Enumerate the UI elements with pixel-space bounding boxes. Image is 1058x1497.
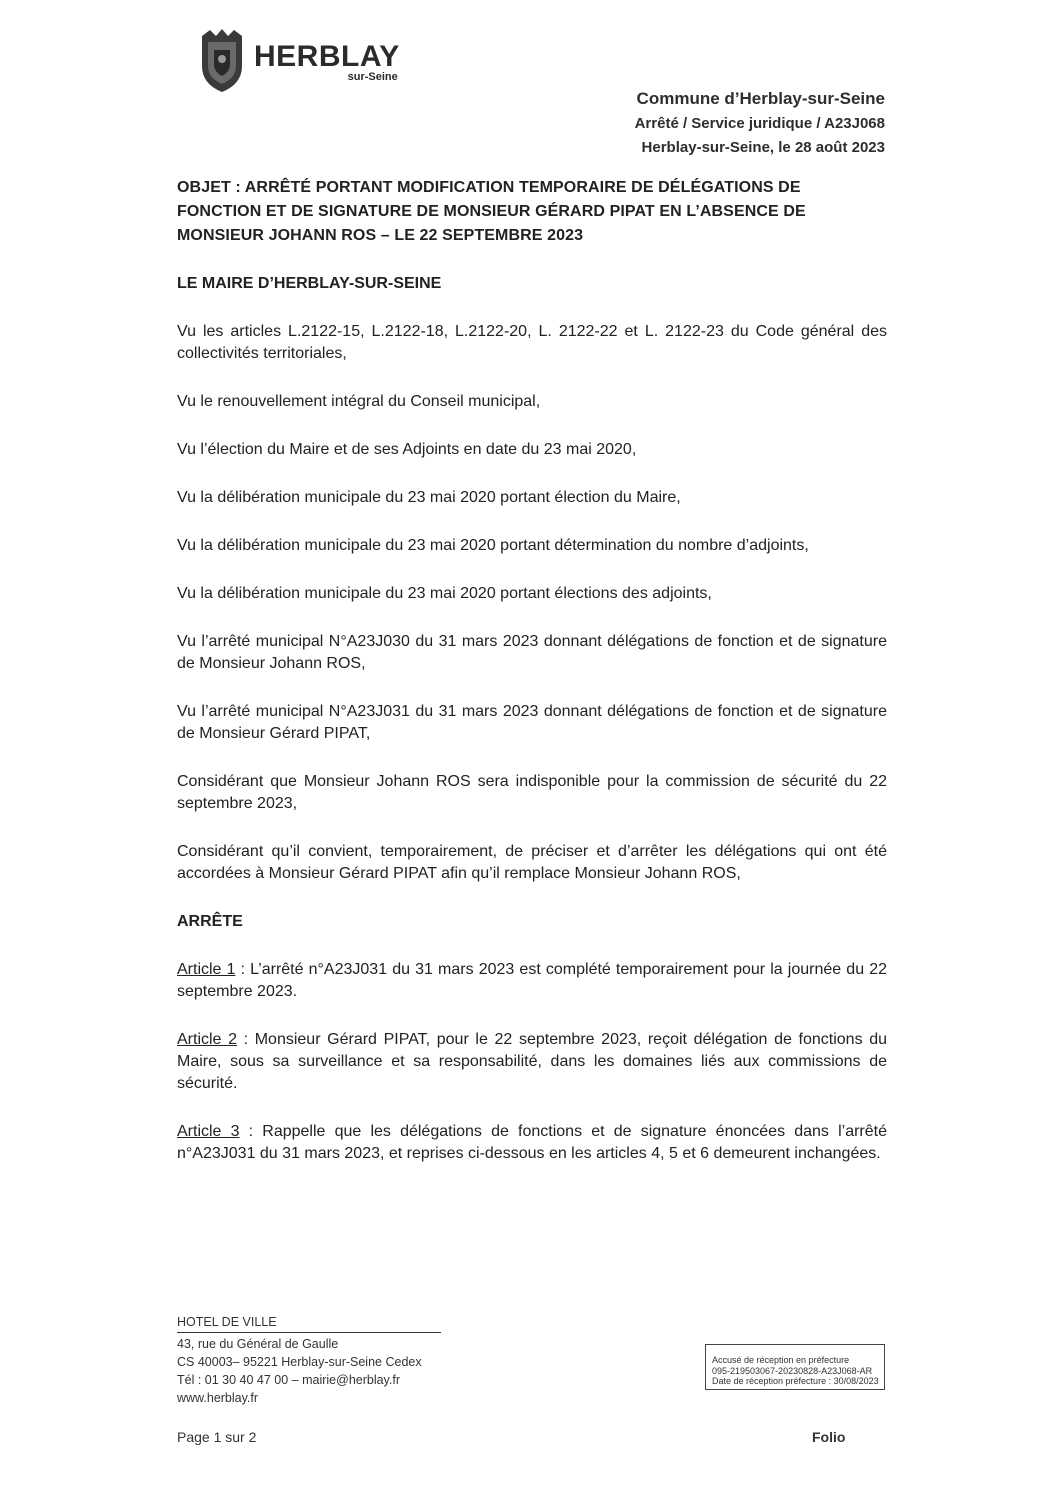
herblay-logo: [196, 26, 400, 94]
stamp-line: Date de réception préfecture : 30/08/2023: [712, 1376, 879, 1386]
article-text: : Monsieur Gérard PIPAT, pour le 22 septembre 2023, reçoit délégation de fonctions du Maire, sous sa surveillance et sa responsabilité, dans les domaines liés aux commissions de sécurité.: [177, 1031, 888, 1092]
consideration-item: Vu l’arrêté municipal N°A23J030 du 31 mars 2023 donnant délégations de fonction et de signature de Monsieur Johann ROS,: [177, 633, 887, 672]
document-header: [635, 86, 885, 160]
consideration-item: Vu les articles L.2122-15, L.2122-18, L.2122-20, L. 2122-22 et L. 2122-23 du Code général des collectivités territoriales,: [177, 323, 887, 362]
footer-postal: CS 40003– 95221 Herblay-sur-Seine Cedex: [177, 1355, 422, 1369]
city-crest-icon: [196, 26, 248, 94]
page-number: Page 1 sur 2: [177, 1429, 257, 1445]
consideration-item: Vu l’arrêté municipal N°A23J031 du 31 mars 2023 donnant délégations de fonction et de signature de Monsieur Gérard PIPAT,: [177, 703, 887, 742]
article-3: [177, 1121, 887, 1165]
footer-address: [177, 1313, 441, 1407]
footer-street: 43, rue du Général de Gaulle: [177, 1337, 339, 1351]
logo-name: HERBLAY: [254, 40, 400, 73]
decree-heading: ARRÊTE: [177, 913, 243, 930]
commune-name: Commune d’Herblay-sur-Seine: [636, 89, 885, 108]
article-text: : Rappelle que les délégations de fonctions et de signature énoncées dans l’arrêté n°A23J031 du 31 mars 2023, et reprises ci-dessous en les articles 4, 5 et 6 demeurent inchangées.: [177, 1123, 888, 1162]
folio-label: Folio: [812, 1429, 846, 1445]
consideration-item: Considérant que Monsieur Johann ROS sera indisponible pour la commission de sécurité du 22 septembre 2023,: [177, 773, 887, 812]
stamp-line: 095-219503067-20230828-A23J068-AR: [712, 1365, 873, 1376]
logo-subtitle: sur-Seine: [347, 71, 398, 83]
footer-title: HOTEL DE VILLE: [177, 1313, 441, 1333]
prefecture-stamp: [705, 1344, 885, 1390]
document-reference: Arrêté / Service juridique / A23J068: [634, 115, 885, 132]
article-2: [177, 1029, 887, 1095]
article-text: : L’arrêté n°A23J031 du 31 mars 2023 est complété temporairement pour la journée du 22 septembre 2023.: [177, 961, 887, 1000]
footer-contact: Tél : 01 30 40 47 00 – mairie@herblay.fr: [177, 1373, 400, 1387]
consideration-item: Vu le renouvellement intégral du Conseil municipal,: [177, 393, 541, 410]
article-label: Article 3: [177, 1123, 240, 1140]
stamp-line: Accusé de réception en préfecture: [712, 1355, 850, 1365]
mayor-heading: LE MAIRE D’HERBLAY-SUR-SEINE: [177, 275, 442, 292]
article-1: [177, 959, 887, 1003]
consideration-item: Vu l’élection du Maire et de ses Adjoints en date du 23 mai 2020,: [177, 441, 637, 458]
consideration-item: Considérant qu’il convient, temporairement, de préciser et d’arrêter les délégations qui ont été accordées à Monsieur Gérard PIPAT afin qu’il remplace Monsieur Johann ROS,: [177, 843, 887, 882]
consideration-item: Vu la délibération municipale du 23 mai 2020 portant détermination du nombre d’adjoints,: [177, 537, 809, 554]
consideration-item: Vu la délibération municipale du 23 mai 2020 portant élection du Maire,: [177, 489, 681, 506]
article-label: Article 1: [177, 961, 236, 978]
article-label: Article 2: [177, 1031, 237, 1048]
object-heading: OBJET : ARRÊTÉ PORTANT MODIFICATION TEMPORAIRE DE DÉLÉGATIONS DE FONCTION ET DE SIGNATURE DE MONSIEUR GÉRARD PIPAT EN L’ABSENCE DE MONSIEUR JOHANN ROS – LE 22 SEPTEMBRE 2023: [177, 179, 806, 244]
document-body: [177, 176, 887, 1191]
consideration-item: Vu la délibération municipale du 23 mai 2020 portant élections des adjoints,: [177, 585, 712, 602]
footer-website: www.herblay.fr: [177, 1391, 259, 1405]
place-date: Herblay-sur-Seine, le 28 août 2023: [641, 139, 885, 156]
